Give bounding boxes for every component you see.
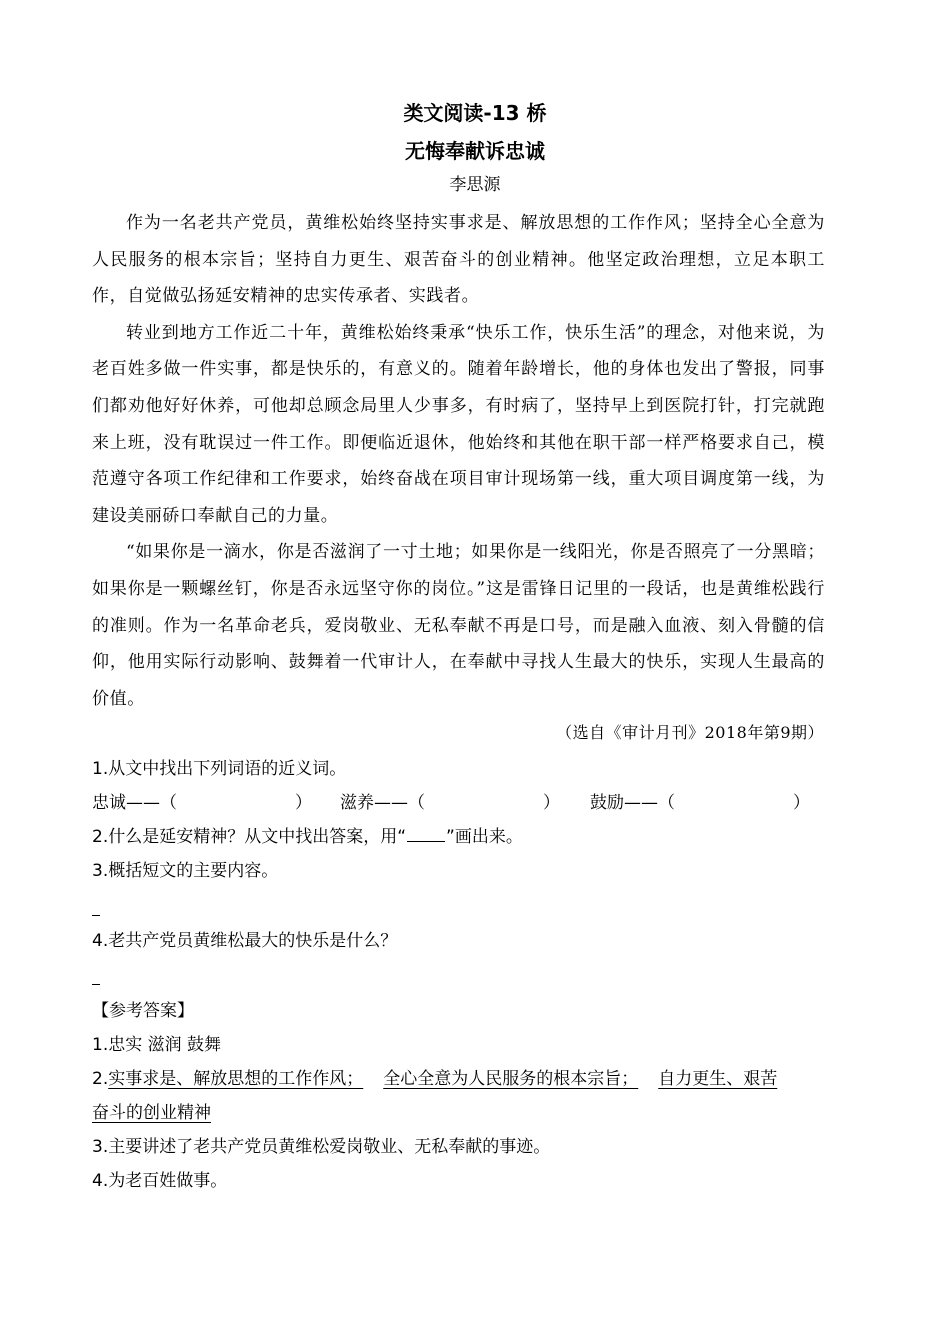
article-title: 无悔奉献诉忠诚 — [405, 139, 545, 163]
answer-2: 2.实事求是、解放思想的工作作风； 全心全意为人民服务的根本宗旨； 自力更生、艰苦 — [92, 1069, 778, 1089]
underline-sample — [407, 824, 445, 842]
article-source: （选自《审计月刊》2018年第9期） — [556, 723, 824, 742]
answer-1: 1.忠实 滋润 鼓舞 — [92, 1035, 222, 1055]
synonym-item-2 — [340, 786, 560, 820]
synonym-close: ） — [793, 793, 810, 813]
answer-2-part-2: 全心全意为人民服务的根本宗旨； — [383, 1069, 639, 1089]
answer-2-continued: 奋斗的创业精神 — [92, 1103, 211, 1123]
synonym-word: 忠诚——（ — [92, 793, 177, 813]
question-1: 1.从文中找出下列词语的近义词。 — [92, 759, 347, 779]
answer-3: 3.主要讲述了老共产党员黄维松爱岗敬业、无私奉献的事迹。 — [92, 1137, 551, 1157]
synonym-word: 鼓励——（ — [590, 793, 675, 813]
article-paragraph-2: 转业到地方工作近二十年，黄维松始终秉承“快乐工作，快乐生活”的理念，对他来说，为老百姓多做一件实事，都是快乐的，有意义的。随着年龄增长，他的身体也发出了警报，同事们都劝他好好休养，可他却总顾念局里人少事多，有时病了，坚持早上到医院打针，打完就跑来上班，没有耽误过一件工作。即便临近退休，他始终和其他在职干部一样严格要求自己，模范遵守各项工作纪律和工作要求，始终奋战在项目审计现场第一线，重大项目调度第一线，为建设美丽硚口奉献自己的力量。 — [92, 322, 825, 526]
question-1-blanks — [92, 786, 862, 820]
article-body — [92, 205, 825, 717]
synonym-close: ） — [543, 793, 560, 813]
answer-2-part-1: 实事求是、解放思想的工作作风； — [108, 1069, 364, 1089]
synonym-word: 滋养——（ — [340, 793, 425, 813]
answer-line-3 — [92, 915, 100, 916]
question-4: 4.老共产党员黄维松最大的快乐是什么？ — [92, 931, 398, 951]
article-paragraph-3: “如果你是一滴水，你是否滋润了一寸土地；如果你是一线阳光，你是否照亮了一分黑暗；如果你是一颗螺丝钉，你是否永远坚守你的岗位。”这是雷锋日记里的一段话，也是黄维松践行的准则。作为一名革命老兵，爱岗敬业、无私奉献不再是口号，而是融入血液、刻入骨髓的信仰，他用实际行动影响、鼓舞着一代审计人，在奉献中寻找人生最大的快乐，实现人生最高的价值。 — [92, 542, 825, 709]
article-paragraph-1: 作为一名老共产党员，黄维松始终坚持实事求是、解放思想的工作作风；坚持全心全意为人民服务的根本宗旨；坚持自力更生、艰苦奋斗的创业精神。他坚定政治理想，立足本职工作，自觉做弘扬延安精神的忠实传承者、实践者。 — [92, 213, 825, 307]
article-author: 李思源 — [449, 175, 501, 195]
question-2: 2.什么是延安精神？从文中找出答案，用“ ”画出来。 — [92, 820, 523, 854]
answer-line-4 — [92, 984, 100, 985]
answer-2-part-3: 自力更生、艰苦 — [658, 1069, 778, 1089]
question-3: 3.概括短文的主要内容。 — [92, 861, 279, 881]
answers-header: 【参考答案】 — [92, 1001, 194, 1021]
answer-4: 4.为老百姓做事。 — [92, 1171, 228, 1191]
synonym-item-1 — [92, 786, 312, 820]
synonym-close: ） — [295, 793, 312, 813]
synonym-item-3 — [590, 786, 810, 820]
document-title: 类文阅读-13 桥 — [403, 101, 547, 125]
